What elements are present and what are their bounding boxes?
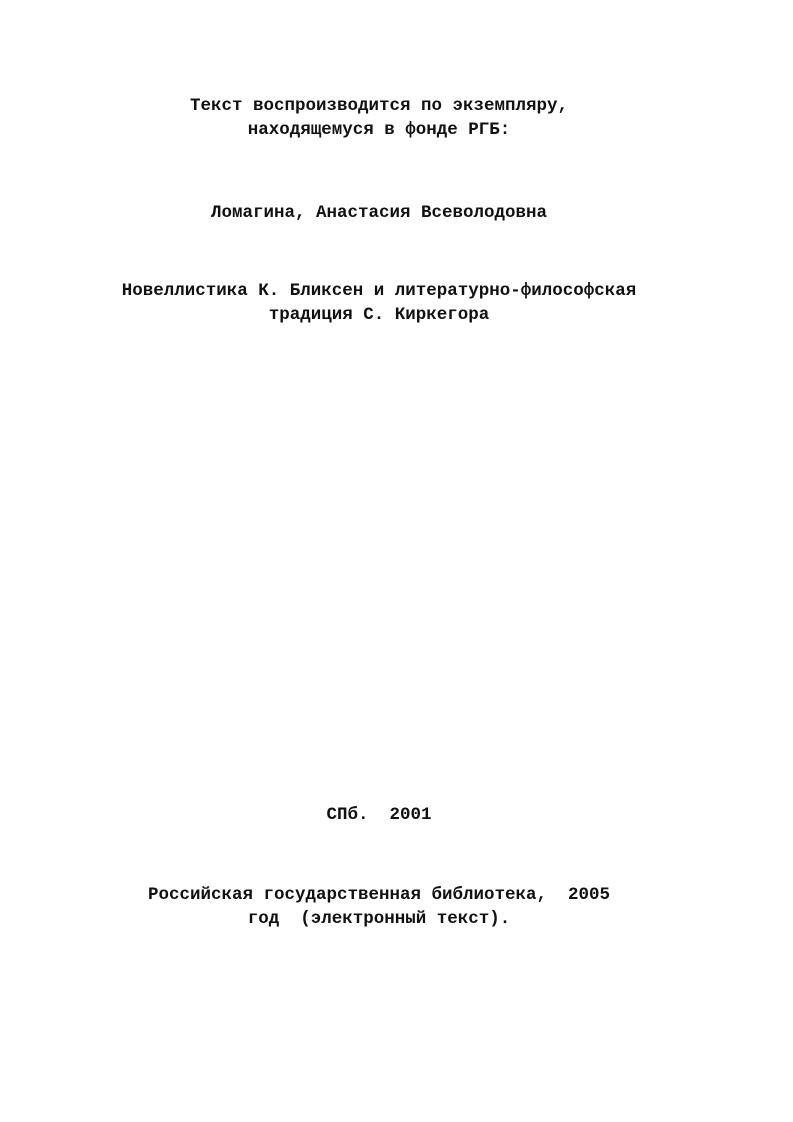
work-title bbox=[0, 279, 758, 327]
place-year: СПб. 2001 bbox=[326, 805, 432, 825]
publisher-note bbox=[0, 883, 758, 931]
source-note bbox=[0, 94, 758, 142]
work-title-line-1: Новеллистика К. Бликсен и литературно-философская bbox=[121, 281, 637, 301]
source-note-line-2: находящемуся в фонде РГБ: bbox=[247, 120, 511, 140]
author-name: Ломагина, Анастасия Всеволодовна bbox=[210, 203, 548, 223]
publisher-line-2: год (электронный текст). bbox=[247, 909, 511, 929]
imprint bbox=[0, 803, 758, 827]
publisher-line-1: Российская государственная библиотека, 2005 bbox=[147, 885, 611, 905]
author bbox=[0, 201, 758, 225]
source-note-line-1: Текст воспроизводится по экземпляру, bbox=[189, 96, 569, 116]
work-title-line-2: традиция С. Киркегора bbox=[268, 305, 490, 325]
